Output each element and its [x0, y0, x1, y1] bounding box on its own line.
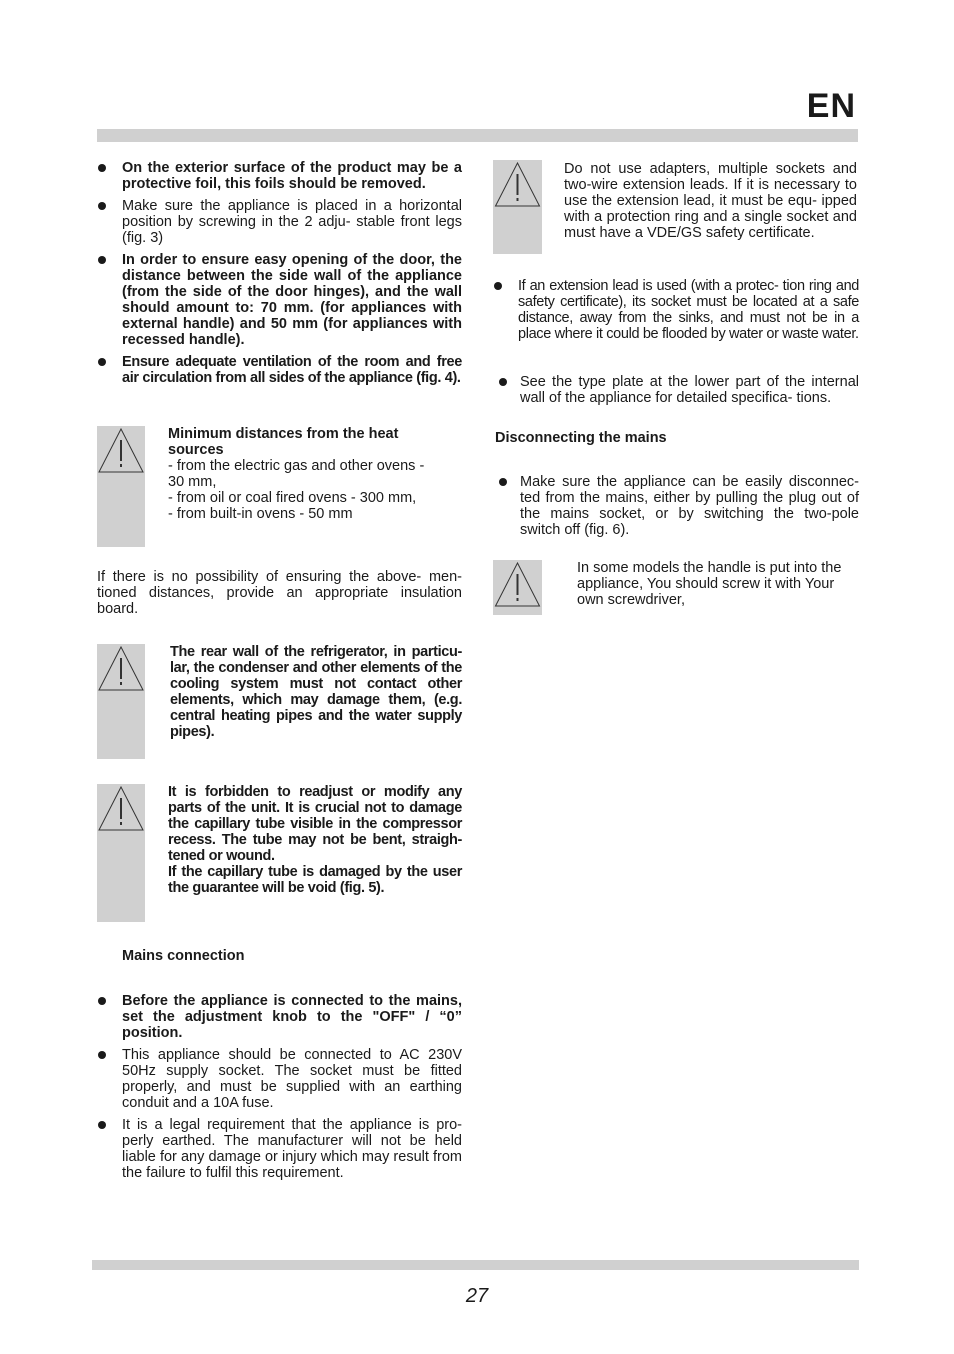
distance-line: - from oil or coal fired ovens - 300 mm,	[168, 490, 417, 506]
bullet-icon	[494, 282, 502, 290]
warning-text	[168, 784, 462, 896]
warning-box-handle	[493, 560, 859, 615]
bullet-icon	[98, 164, 106, 172]
insulation-note: If there is no possibility of ensuring the above- men- tioned distances, provide an appropriate insulation board.	[97, 569, 462, 617]
bullet-icon	[98, 997, 106, 1005]
warning-triangle-icon	[97, 644, 145, 694]
warning-text: In some models the handle is put into the appliance, You should screw it with Your own screwdriver,	[577, 560, 842, 608]
bullet-icon	[98, 358, 106, 366]
list-item: Make sure the appliance can be easily disconnec- ted from the mains, either by pulling the plug out of the mains socket, or by switching the two-pole switch off (fig. 6).	[493, 474, 859, 538]
warning-triangle-icon	[493, 560, 542, 610]
list-item: It is a legal requirement that the appliance is pro- perly earthed. The manufacturer will not be held liable for any damage or injury which may result from the failure to fulfil this requirement.	[97, 1117, 462, 1181]
warning-text: The rear wall of the refrigerator, in particu- lar, the condenser and other elements of the cooling system must not contact other elements, which may damage them, (e.g. central heating pipes and the water supply pipes).	[170, 644, 462, 740]
list-item: See the type plate at the lower part of the internal wall of the appliance for detailed specifica- tions.	[493, 374, 859, 406]
list-item: In order to ensure easy opening of the door, the distance between the side wall of the appliance (from the side of the door hinges), and the wall should amount to: 70 mm. (for appliances with external handle) and 50 mm (for appliances with recessed handle).	[97, 252, 462, 348]
section-heading-mains: Mains connection	[122, 948, 245, 964]
list-item: If an extension lead is used (with a protec- tion ring and safety certificate), its socket must be located at a safe distance, away from the sinks, and must not be in a place where it could be flooded by water or waste water.	[493, 278, 859, 342]
left-column	[97, 160, 462, 1187]
section-heading-disconnect: Disconnecting the mains	[495, 430, 667, 446]
bullet-icon	[499, 478, 507, 486]
bullet-icon	[499, 378, 507, 386]
list-item: Make sure the appliance is placed in a horizontal position by screwing in the 2 adju- stable front legs (fig. 3)	[97, 198, 462, 246]
warning-text	[168, 426, 428, 522]
warning-sidebar	[97, 426, 145, 547]
warning-triangle-icon	[97, 784, 145, 834]
warning-title: Minimum distances from the heat sources	[168, 426, 399, 458]
page-number: 27	[465, 1285, 489, 1307]
warning-text: Do not use adapters, multiple sockets and two-wire extension leads. If it is necessary to use the extension lead, it must be equ- ipped with a protection ring and a single socket and must have a VDE/GS safety certificate.	[564, 161, 857, 241]
warning-sidebar	[493, 160, 542, 254]
list-item: On the exterior surface of the product may be a protective foil, this foils should be removed.	[97, 160, 462, 192]
warning-box-adapters	[493, 160, 859, 254]
list-item: This appliance should be connected to AC 230V 50Hz supply socket. The socket must be fitted properly, and must be supplied with an earthing conduit and a 10A fuse.	[97, 1047, 462, 1111]
footer-rule	[92, 1260, 859, 1270]
warning-paragraph: If the capillary tube is damaged by the user the guarantee will be void (fig. 5).	[168, 864, 462, 896]
warning-sidebar	[97, 644, 145, 759]
warning-triangle-icon	[97, 426, 145, 476]
warning-sidebar	[493, 560, 542, 615]
warning-box-capillary	[97, 784, 462, 922]
warning-sidebar	[97, 784, 145, 922]
warning-triangle-icon	[493, 160, 542, 210]
mains-list	[97, 993, 462, 1181]
warning-paragraph: It is forbidden to readjust or modify any parts of the unit. It is crucial not to damage the capillary tube visible in the compressor recess. The tube may not be bent, straigh- tened or wound.	[168, 784, 462, 864]
header-rule	[97, 129, 858, 142]
bullet-icon	[98, 1121, 106, 1129]
distance-line: - from built-in ovens - 50 mm	[168, 506, 353, 522]
warning-box-distances	[97, 426, 462, 547]
language-code: EN	[806, 87, 856, 125]
warning-box-rear-wall	[97, 644, 462, 759]
distance-line: - from the electric gas and other ovens - 30 mm,	[168, 458, 425, 490]
list-item: Ensure adequate ventilation of the room and free air circulation from all sides of the appliance (fig. 4).	[97, 354, 462, 386]
bullet-icon	[98, 202, 106, 210]
bullet-icon	[98, 1051, 106, 1059]
right-column	[493, 160, 859, 615]
list-item: Before the appliance is connected to the mains, set the adjustment knob to the "OFF" / “0” position.	[97, 993, 462, 1041]
bullet-icon	[98, 256, 106, 264]
